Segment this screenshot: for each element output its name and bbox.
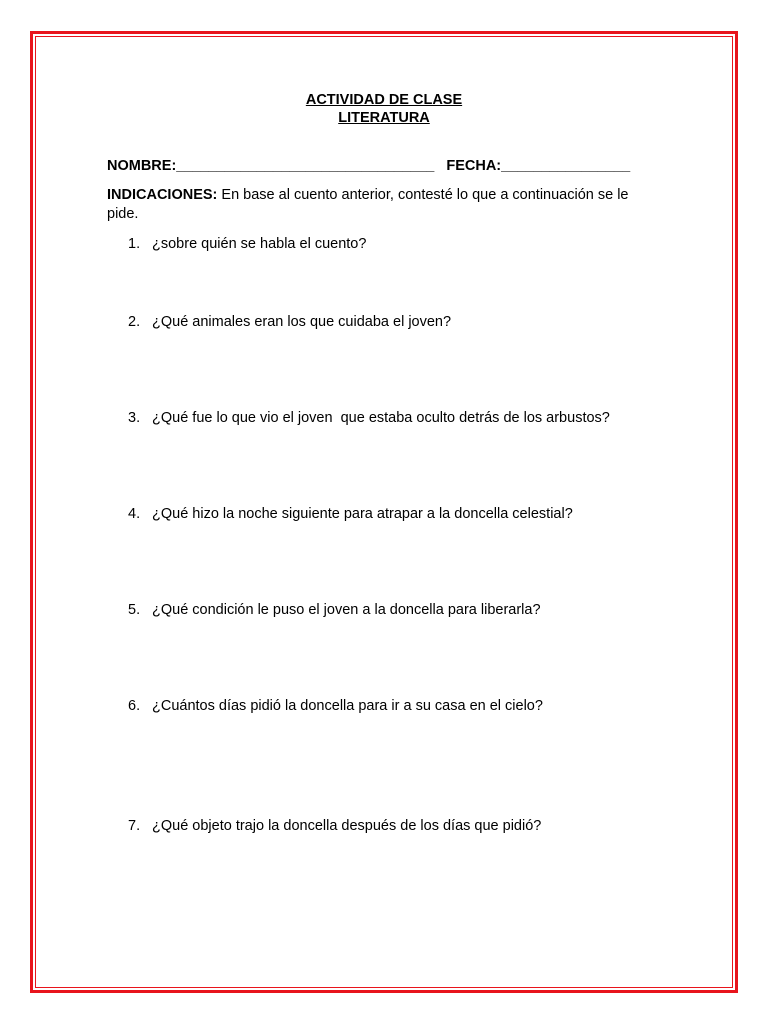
instructions-text: En base al cuento anterior, contesté lo que a continuación se le pide. (107, 187, 629, 222)
question-text: ¿Qué animales eran los que cuidaba el joven? (152, 314, 452, 330)
name-line: ________________________________ (176, 158, 435, 174)
question-text: ¿Qué objeto trajo la doncella después de los días que pidió? (152, 818, 542, 834)
date-label: FECHA: (446, 158, 502, 174)
question-7 (128, 817, 541, 835)
instructions-label: INDICACIONES: (107, 187, 218, 203)
question-3 (128, 409, 610, 427)
question-4 (128, 505, 573, 523)
worksheet-title: ACTIVIDAD DE CLASE (305, 92, 463, 108)
instructions (107, 186, 663, 224)
question-1 (128, 235, 366, 253)
worksheet-subject: LITERATURA (338, 110, 430, 126)
question-text: ¿Cuántos días pidió la doncella para ir a su casa en el cielo? (152, 698, 543, 714)
question-5 (128, 601, 541, 619)
question-number: 3. (128, 410, 141, 426)
question-number: 4. (128, 506, 141, 522)
question-text: ¿Qué fue lo que vio el joven que estaba oculto detrás de los arbustos? (152, 410, 610, 426)
question-6 (128, 697, 543, 715)
question-number: 5. (128, 602, 141, 618)
question-text: ¿sobre quién se habla el cuento? (152, 236, 367, 252)
question-text: ¿Qué hizo la noche siguiente para atrapar a la doncella celestial? (152, 506, 573, 522)
date-line: ________________ (501, 158, 631, 174)
student-fields (107, 157, 630, 175)
name-label: NOMBRE: (107, 158, 177, 174)
question-number: 2. (128, 314, 141, 330)
question-number: 6. (128, 698, 141, 714)
question-2 (128, 313, 451, 331)
question-text: ¿Qué condición le puso el joven a la doncella para liberarla? (152, 602, 541, 618)
question-number: 7. (128, 818, 141, 834)
question-number: 1. (128, 236, 141, 252)
